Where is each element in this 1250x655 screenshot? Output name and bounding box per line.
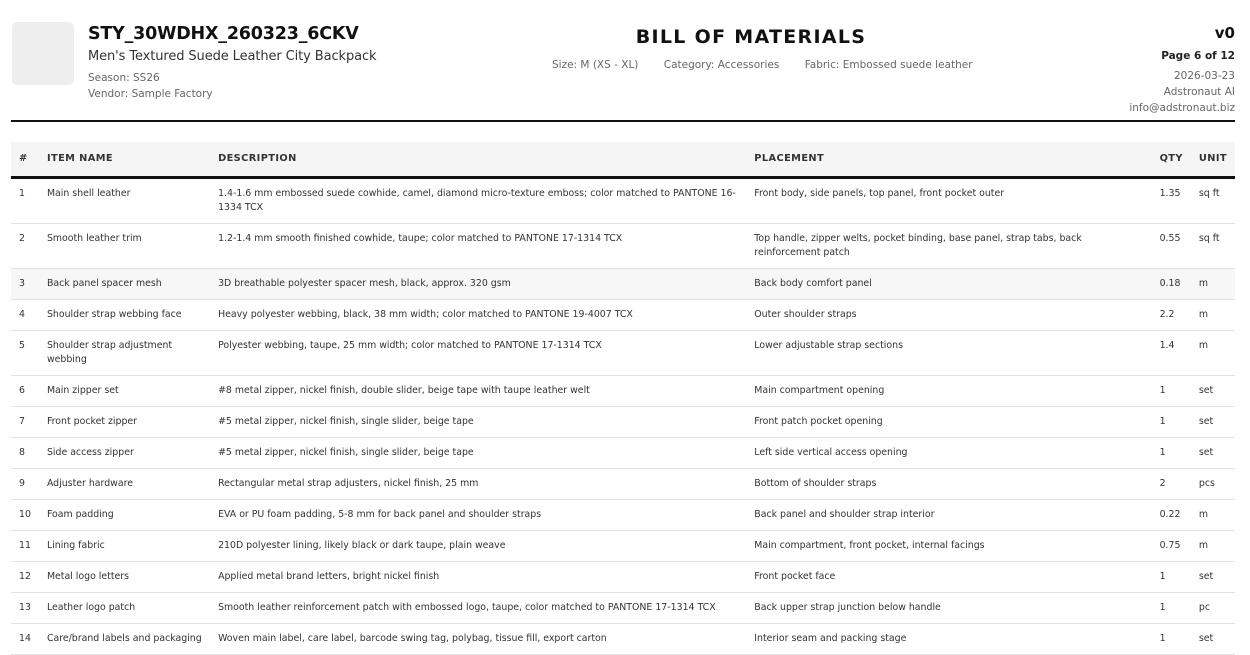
cell-row-number: 3	[11, 268, 39, 299]
table-row	[11, 468, 1235, 499]
cell-quantity: 0.18	[1152, 268, 1191, 299]
cell-unit: set	[1191, 561, 1235, 592]
fabric-spec: Fabric: Embossed suede leather	[804, 59, 973, 71]
product-name: Men's Textured Suede Leather City Backpack	[88, 49, 377, 64]
table-row	[11, 177, 1235, 223]
cell-row-number: 4	[11, 299, 39, 330]
cell-row-number: 12	[11, 561, 39, 592]
cell-quantity: 1.4	[1152, 330, 1191, 375]
cell-quantity: 1	[1152, 375, 1191, 406]
cell-description: Applied metal brand letters, bright nickel finish	[210, 561, 746, 592]
cell-item-name: Front pocket zipper	[39, 406, 210, 437]
cell-quantity: 0.75	[1152, 530, 1191, 561]
table-row	[11, 268, 1235, 299]
document-header	[11, 0, 1235, 122]
cell-quantity: 1	[1152, 437, 1191, 468]
cell-placement: Main compartment, front pocket, internal facings	[746, 530, 1151, 561]
table-row	[11, 592, 1235, 623]
cell-row-number: 6	[11, 375, 39, 406]
bom-table	[11, 142, 1235, 655]
cell-unit: set	[1191, 437, 1235, 468]
cell-item-name: Smooth leather trim	[39, 223, 210, 268]
cell-unit: set	[1191, 623, 1235, 654]
cell-quantity: 0.22	[1152, 499, 1191, 530]
cell-placement: Bottom of shoulder straps	[746, 468, 1151, 499]
table-row	[11, 437, 1235, 468]
product-thumbnail	[12, 22, 74, 85]
cell-unit: m	[1191, 299, 1235, 330]
version-label: v0	[1214, 24, 1235, 42]
cell-row-number: 1	[11, 177, 39, 223]
cell-description: 1.2-1.4 mm smooth finished cowhide, taupe; color matched to PANTONE 17-1314 TCX	[210, 223, 746, 268]
col-description: DESCRIPTION	[210, 142, 746, 177]
cell-placement: Front body, side panels, top panel, front pocket outer	[746, 177, 1151, 223]
cell-quantity: 1	[1152, 406, 1191, 437]
cell-placement: Front pocket face	[746, 561, 1151, 592]
cell-placement: Back panel and shoulder strap interior	[746, 499, 1151, 530]
cell-description: Polyester webbing, taupe, 25 mm width; color matched to PANTONE 17-1314 TCX	[210, 330, 746, 375]
cell-placement: Outer shoulder straps	[746, 299, 1151, 330]
cell-item-name: Main zipper set	[39, 375, 210, 406]
cell-description: 210D polyester lining, likely black or dark taupe, plain weave	[210, 530, 746, 561]
cell-placement: Top handle, zipper welts, pocket binding, base panel, strap tabs, back reinforcement patch	[746, 223, 1151, 268]
cell-description: 3D breathable polyester spacer mesh, black, approx. 320 gsm	[210, 268, 746, 299]
cell-quantity: 2.2	[1152, 299, 1191, 330]
cell-description: Woven main label, care label, barcode swing tag, polybag, tissue fill, export carton	[210, 623, 746, 654]
cell-item-name: Metal logo letters	[39, 561, 210, 592]
cell-unit: set	[1191, 375, 1235, 406]
cell-placement: Left side vertical access opening	[746, 437, 1151, 468]
cell-placement: Interior seam and packing stage	[746, 623, 1151, 654]
cell-description: #8 metal zipper, nickel finish, double slider, beige tape with taupe leather welt	[210, 375, 746, 406]
cell-item-name: Side access zipper	[39, 437, 210, 468]
cell-unit: m	[1191, 530, 1235, 561]
cell-description: EVA or PU foam padding, 5-8 mm for back panel and shoulder straps	[210, 499, 746, 530]
cell-unit: sq ft	[1191, 177, 1235, 223]
table-row	[11, 375, 1235, 406]
size-spec: Size: M (XS - XL)	[552, 59, 639, 71]
cell-item-name: Adjuster hardware	[39, 468, 210, 499]
cell-unit: sq ft	[1191, 223, 1235, 268]
cell-quantity: 0.55	[1152, 223, 1191, 268]
table-row	[11, 561, 1235, 592]
cell-quantity: 1	[1152, 592, 1191, 623]
cell-description: #5 metal zipper, nickel finish, single slider, beige tape	[210, 406, 746, 437]
cell-placement: Back upper strap junction below handle	[746, 592, 1151, 623]
table-row	[11, 623, 1235, 654]
contact-email: info@adstronaut.biz	[1129, 102, 1235, 114]
season: Season: SS26	[88, 72, 160, 84]
cell-quantity: 1.35	[1152, 177, 1191, 223]
table-row	[11, 223, 1235, 268]
cell-item-name: Back panel spacer mesh	[39, 268, 210, 299]
cell-item-name: Shoulder strap adjustment webbing	[39, 330, 210, 375]
cell-item-name: Care/brand labels and packaging	[39, 623, 210, 654]
vendor: Vendor: Sample Factory	[88, 88, 213, 100]
col-item-name: ITEM NAME	[39, 142, 210, 177]
company-name: Adstronaut AI	[1163, 86, 1235, 98]
cell-item-name: Lining fabric	[39, 530, 210, 561]
cell-description: #5 metal zipper, nickel finish, single slider, beige tape	[210, 437, 746, 468]
cell-unit: set	[1191, 406, 1235, 437]
cell-item-name: Foam padding	[39, 499, 210, 530]
cell-unit: m	[1191, 499, 1235, 530]
cell-row-number: 11	[11, 530, 39, 561]
cell-placement: Front patch pocket opening	[746, 406, 1151, 437]
cell-quantity: 1	[1152, 561, 1191, 592]
spec-line	[552, 59, 995, 71]
cell-unit: pc	[1191, 592, 1235, 623]
cell-unit: m	[1191, 268, 1235, 299]
cell-description: Rectangular metal strap adjusters, nickel finish, 25 mm	[210, 468, 746, 499]
table-row	[11, 499, 1235, 530]
style-id: STY_30WDHX_260323_6CKV	[88, 24, 359, 44]
cell-row-number: 5	[11, 330, 39, 375]
table-row	[11, 299, 1235, 330]
document-date: 2026-03-23	[1173, 70, 1235, 82]
cell-placement: Main compartment opening	[746, 375, 1151, 406]
cell-row-number: 2	[11, 223, 39, 268]
page-indicator: Page 6 of 12	[1161, 50, 1235, 62]
cell-row-number: 10	[11, 499, 39, 530]
cell-item-name: Leather logo patch	[39, 592, 210, 623]
col-number: #	[11, 142, 39, 177]
cell-placement: Back body comfort panel	[746, 268, 1151, 299]
cell-description: Smooth leather reinforcement patch with embossed logo, taupe, color matched to PANTONE 17-1314 TCX	[210, 592, 746, 623]
table-row	[11, 406, 1235, 437]
cell-quantity: 1	[1152, 623, 1191, 654]
cell-placement: Lower adjustable strap sections	[746, 330, 1151, 375]
cell-row-number: 13	[11, 592, 39, 623]
category-spec: Category: Accessories	[663, 59, 780, 71]
col-placement: PLACEMENT	[746, 142, 1151, 177]
col-unit: UNIT	[1191, 142, 1235, 177]
cell-row-number: 7	[11, 406, 39, 437]
table-header-row	[11, 142, 1235, 177]
cell-item-name: Shoulder strap webbing face	[39, 299, 210, 330]
cell-unit: pcs	[1191, 468, 1235, 499]
cell-row-number: 9	[11, 468, 39, 499]
cell-row-number: 14	[11, 623, 39, 654]
cell-item-name: Main shell leather	[39, 177, 210, 223]
table-row	[11, 330, 1235, 375]
cell-description: 1.4-1.6 mm embossed suede cowhide, camel, diamond micro-texture emboss; color matched to PANTONE 16-1334 TCX	[210, 177, 746, 223]
cell-quantity: 2	[1152, 468, 1191, 499]
document-info	[1129, 24, 1235, 116]
document-title: BILL OF MATERIALS	[635, 26, 867, 48]
cell-description: Heavy polyester webbing, black, 38 mm width; color matched to PANTONE 19-4007 TCX	[210, 299, 746, 330]
col-qty: QTY	[1152, 142, 1191, 177]
table-row	[11, 530, 1235, 561]
cell-row-number: 8	[11, 437, 39, 468]
cell-unit: m	[1191, 330, 1235, 375]
